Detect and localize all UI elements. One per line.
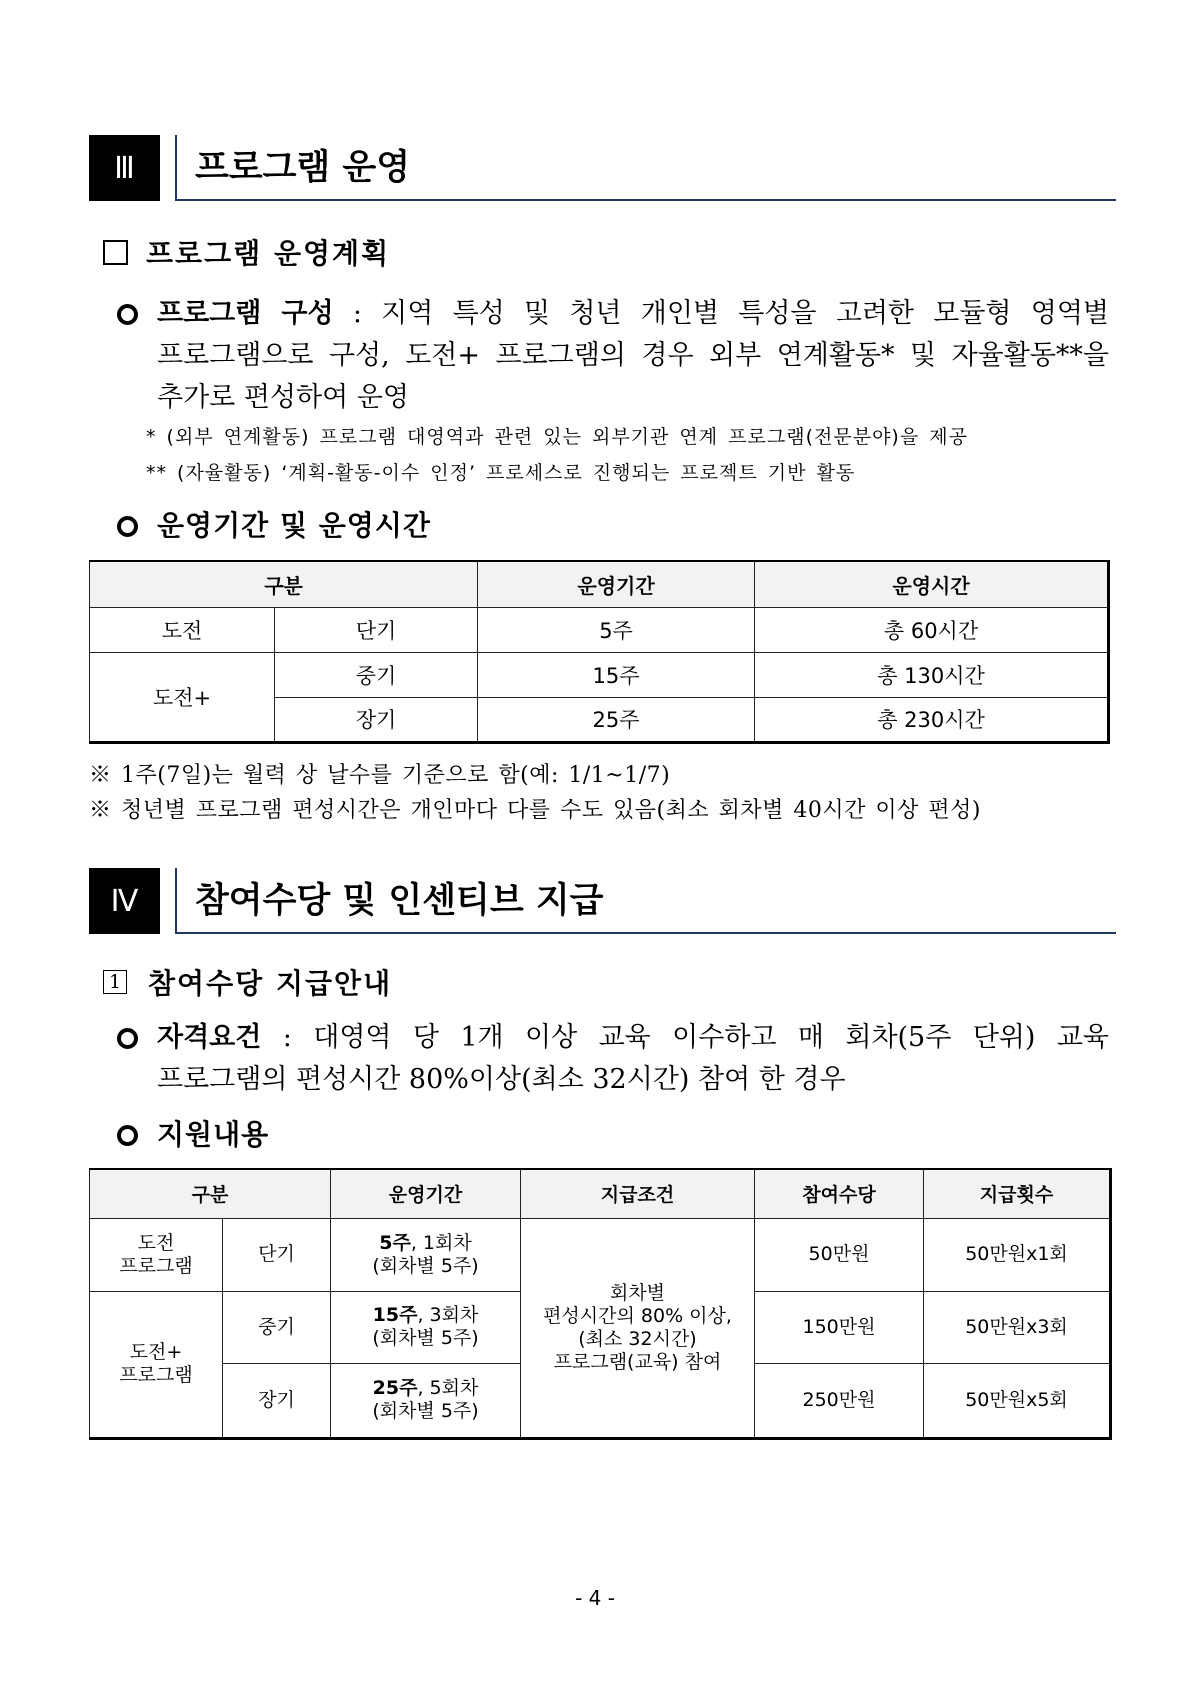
track-line: 도전 [137, 1231, 175, 1254]
condition-cell [521, 1218, 755, 1438]
track-line: 프로그램 [119, 1364, 193, 1386]
allowance-heading-text: 참여수당 지급안내 [148, 967, 393, 1000]
term-cell: 장기 [275, 697, 478, 742]
section-4-vertical-rule [175, 868, 177, 934]
empty-square-icon [103, 240, 128, 265]
term-cell: 단기 [223, 1218, 331, 1291]
section-3-numeral-box [89, 135, 160, 201]
term-cell: 중기 [223, 1291, 331, 1363]
section-4-numeral-box [89, 868, 160, 934]
period-cell: 25주 [478, 697, 755, 742]
term-cell: 단기 [275, 607, 478, 652]
period-weeks: 5주 [379, 1231, 411, 1254]
header-condition: 지급조건 [521, 1169, 755, 1218]
composition-line-2: 프로그램으로 구성, 도전+ 프로그램의 경우 외부 연계활동* 및 자율활동**을 [157, 340, 1109, 371]
header-count: 지급횟수 [924, 1169, 1111, 1218]
support-heading: 지원내용 [157, 1118, 270, 1151]
section-4-numeral: Ⅳ [110, 883, 139, 919]
eligibility-line-2: 프로그램의 편성시간 80%이상(최소 32시간) 참여 한 경우 [157, 1064, 846, 1095]
period-cell: 15주 [478, 652, 755, 697]
period-cell: 5주 [478, 607, 755, 652]
period-main [331, 1232, 520, 1255]
track-cell: 도전+ [90, 652, 275, 742]
track-cell: 도전 [90, 607, 275, 652]
condition-line: 편성시간의 80% 이상, [543, 1304, 732, 1327]
eligibility-text-1: : 대영역 당 1개 이상 교육 이수하고 매 회차(5주 단위) 교육 [282, 1022, 1109, 1053]
section-3-vertical-rule [175, 135, 177, 201]
composition-line-1 [157, 293, 1109, 335]
period-weeks: 25주 [372, 1377, 418, 1399]
track-line: 프로그램 [119, 1254, 193, 1277]
period-weeks: 15주 [372, 1304, 418, 1326]
section-3-title: 프로그램 운영 [195, 148, 411, 188]
period-rounds: , 5회차 [417, 1377, 479, 1399]
header-category: 구분 [90, 561, 478, 607]
hours-cell: 총 130시간 [755, 652, 1109, 697]
term-cell: 중기 [275, 652, 478, 697]
allowance-cell: 250만원 [755, 1363, 924, 1438]
eligibility-line-1 [157, 1017, 1109, 1059]
table-row [90, 652, 1109, 697]
hollow-circle-bullet-icon [117, 1028, 138, 1049]
count-cell: 50만원x3회 [924, 1291, 1111, 1363]
header-period: 운영기간 [478, 561, 755, 607]
boxed-number: 1 [103, 970, 127, 994]
table-row [90, 1218, 1111, 1291]
condition-line: 회차별 [609, 1281, 666, 1304]
period-rounds: , 1회차 [410, 1231, 472, 1254]
page-number: - 4 - [575, 1586, 615, 1610]
allowance-cell: 150만원 [755, 1291, 924, 1363]
eligibility-paragraph [157, 1017, 1109, 1101]
period-cell [331, 1363, 521, 1438]
condition-line: (최소 32시간) [578, 1327, 697, 1350]
hollow-circle-bullet-icon [117, 1125, 138, 1146]
support-header-row [90, 1169, 1111, 1218]
composition-paragraph [157, 293, 1109, 419]
eligibility-label: 자격요건 [157, 1022, 262, 1053]
header-period: 운영기간 [331, 1169, 521, 1218]
table-row [90, 607, 1109, 652]
composition-text-1: : 지역 특성 및 청년 개인별 특성을 고려한 모듈형 영역별 [352, 298, 1109, 329]
period-cell [331, 1291, 521, 1363]
note-week-definition: ※ 1주(7일)는 월력 상 날수를 기준으로 함(예: 1/1~1/7) [89, 763, 671, 788]
condition-line: 프로그램(교육) 참여 [553, 1350, 722, 1373]
count-cell: 50만원x1회 [924, 1218, 1111, 1291]
schedule-header-row [90, 561, 1109, 607]
hours-cell: 총 230시간 [755, 697, 1109, 742]
track-cell [90, 1291, 223, 1438]
support-table [89, 1168, 1112, 1440]
period-sub: (회차별 5주) [372, 1254, 479, 1277]
schedule-heading: 운영기간 및 운영시간 [157, 509, 431, 542]
footnote-external-activity: * (외부 연계활동) 프로그램 대영역과 관련 있는 외부기관 연계 프로그램(전문분야)을 제공 [146, 426, 968, 448]
plan-heading [103, 234, 390, 270]
allowance-heading [103, 964, 392, 1000]
header-allowance: 참여수당 [755, 1169, 924, 1218]
plan-heading-text: 프로그램 운영계획 [146, 237, 391, 270]
period-sub: (회차별 5주) [372, 1400, 479, 1422]
note-individual-hours: ※ 청년별 프로그램 편성시간은 개인마다 다를 수도 있음(최소 회차별 40시간 이상 편성) [89, 798, 981, 823]
header-hours: 운영시간 [755, 561, 1109, 607]
period-main [331, 1304, 520, 1327]
term-cell: 장기 [223, 1363, 331, 1438]
footnote-self-directed-activity: ** (자율활동) ‘계획-활동-이수 인정’ 프로세스로 진행되는 프로젝트 기반 활동 [146, 462, 856, 484]
track-line: 도전+ [129, 1341, 183, 1363]
hollow-circle-bullet-icon [117, 516, 138, 537]
allowance-cell: 50만원 [755, 1218, 924, 1291]
period-cell [331, 1218, 521, 1291]
composition-label: 프로그램 구성 [157, 298, 334, 329]
period-rounds: , 3회차 [417, 1304, 479, 1326]
section-4-title: 참여수당 및 인센티브 지급 [195, 881, 604, 921]
period-sub: (회차별 5주) [372, 1327, 479, 1349]
hollow-circle-bullet-icon [117, 304, 138, 325]
period-main [331, 1377, 520, 1400]
count-cell: 50만원x5회 [924, 1363, 1111, 1438]
section-3-numeral: Ⅲ [114, 150, 135, 186]
track-cell [90, 1218, 223, 1291]
composition-line-3: 추가로 편성하여 운영 [157, 382, 409, 413]
header-category: 구분 [90, 1169, 331, 1218]
hours-cell: 총 60시간 [755, 607, 1109, 652]
schedule-table [89, 560, 1110, 744]
